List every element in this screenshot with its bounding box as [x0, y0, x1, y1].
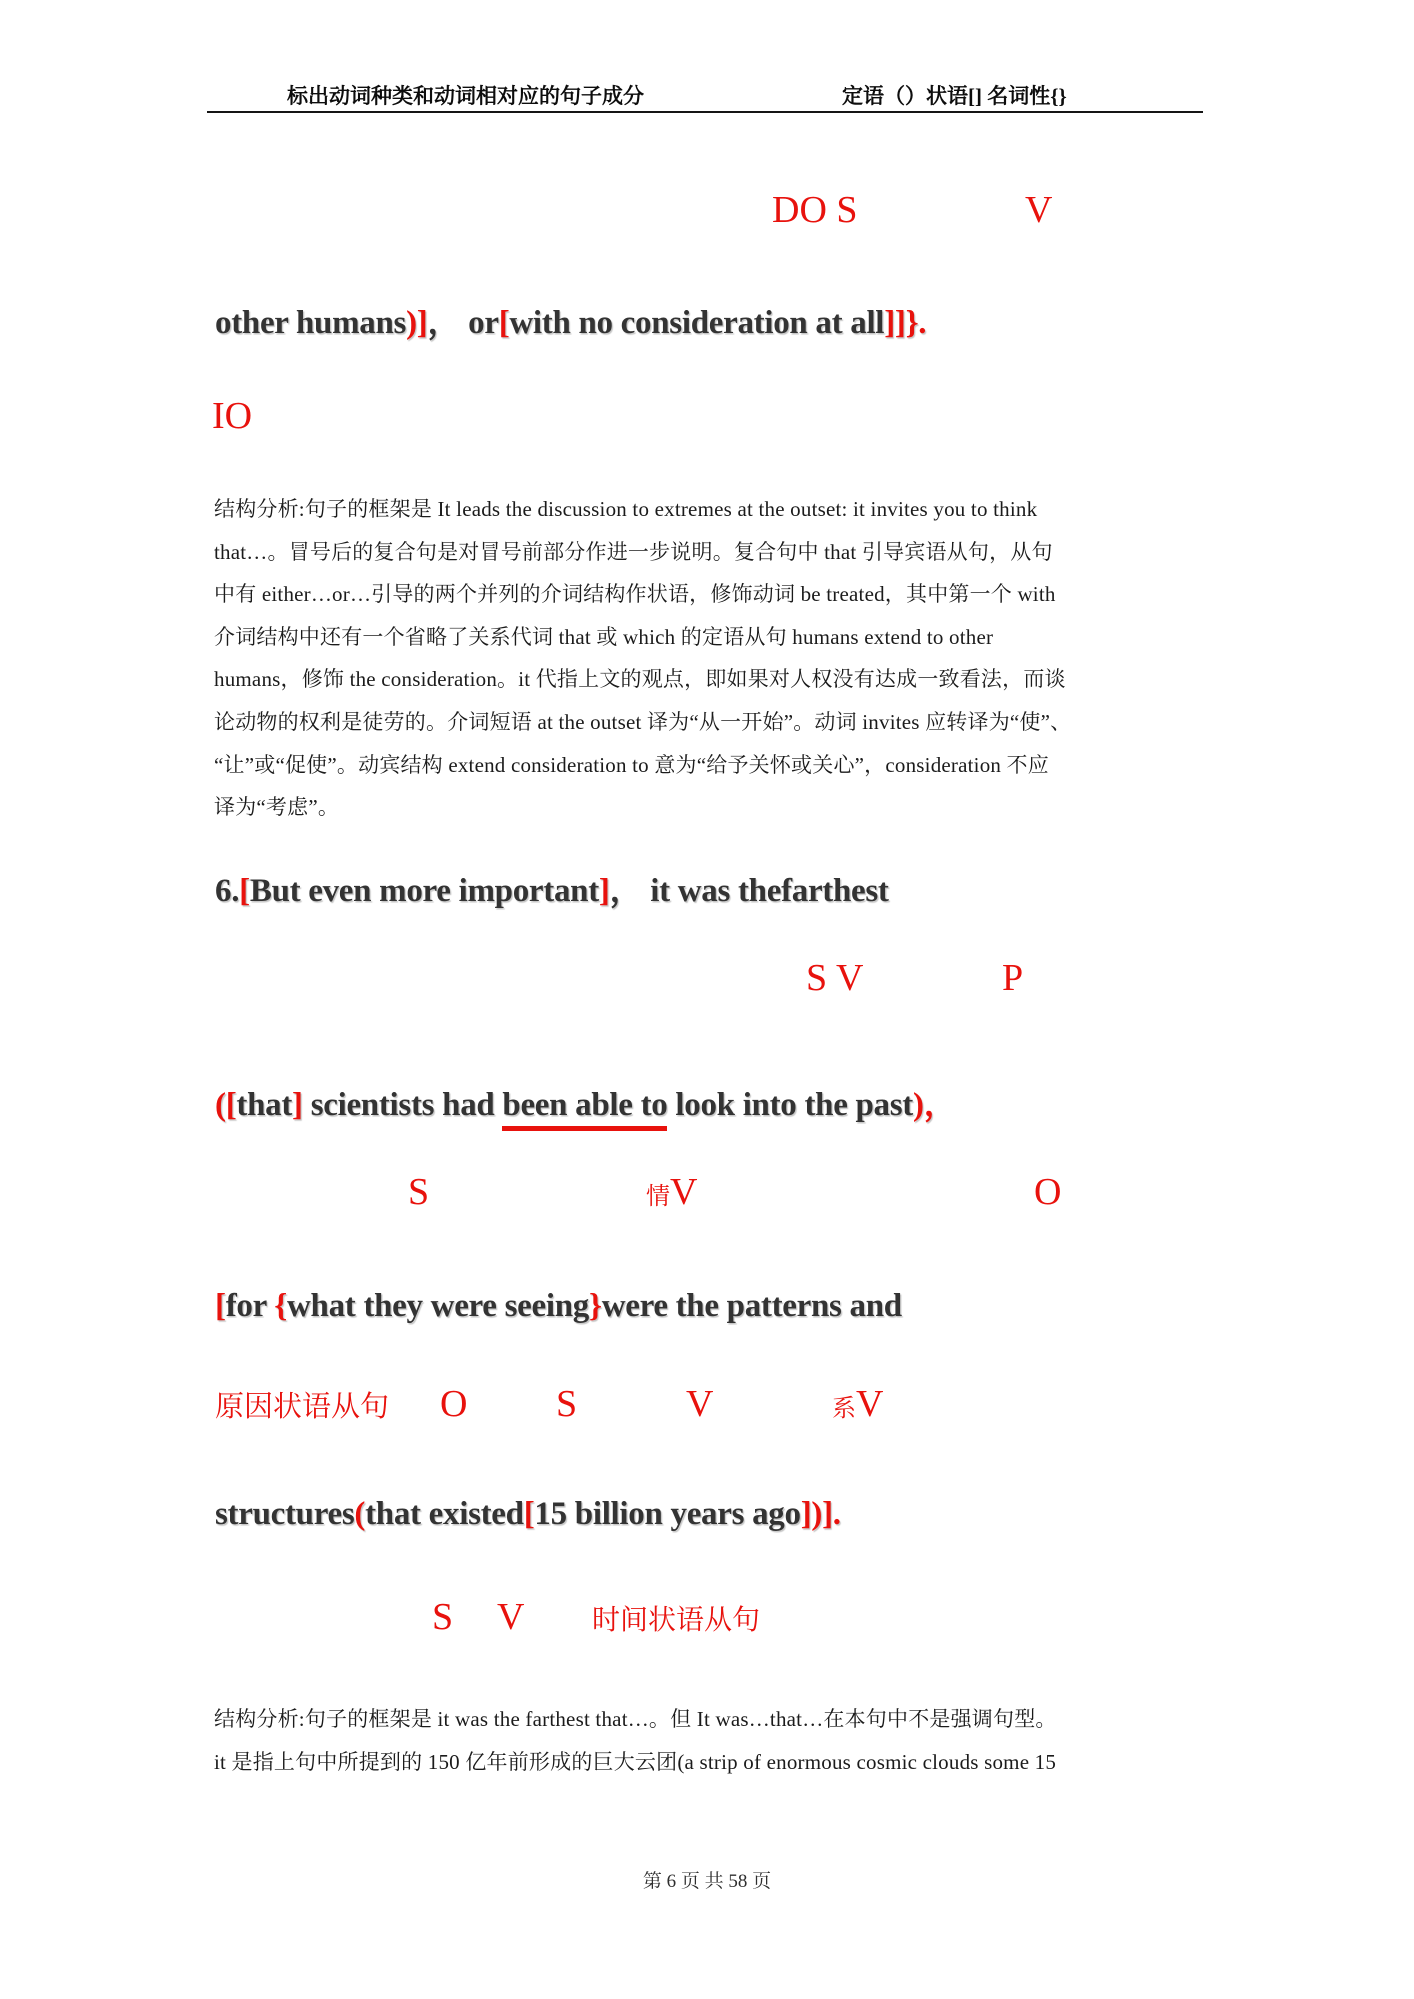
paragraph-line: 介词结构中还有一个省略了关系代词 that 或 which 的定语从句 humans extend to other	[214, 624, 994, 649]
grammar-label-v-1: V	[1025, 189, 1053, 231]
sentence-2-seg: (	[215, 1087, 226, 1123]
header-rule	[207, 111, 1203, 113]
sentence-6-seg: ]	[598, 873, 610, 909]
sentence-2-seg: ，	[923, 1087, 957, 1123]
sentence-6-seg: it was thefarthest	[642, 873, 889, 909]
paragraph-line: that…。冒号后的复合句是对冒号前部分作进一步说明。复合句中 that 引导宾语从句，从句	[214, 539, 1053, 564]
sentence-2-seg: [	[225, 1087, 237, 1123]
analysis-paragraph-2	[214, 1698, 1209, 1783]
sentence-2-seg: look into the past	[667, 1087, 913, 1123]
sentence-4-seg: [	[523, 1496, 535, 1532]
page-number-footer: 第 6 页 共 58 页	[642, 1871, 772, 1892]
sentence-1-seg: .	[918, 305, 927, 341]
paragraph-line: it 是指上句中所提到的 150 亿年前形成的巨大云团(a strip of enormous cosmic clouds some 15	[214, 1749, 1057, 1774]
grammar-label-s-4: S	[432, 1596, 454, 1638]
grammar-label-p: P	[1002, 957, 1024, 999]
sentence-1-seg: )]	[406, 305, 428, 341]
linking-v: V	[856, 1383, 884, 1425]
grammar-label-io: IO	[212, 395, 253, 437]
sentence-1-seg: with no consideration at all	[509, 305, 885, 341]
sentence-4	[215, 1496, 841, 1533]
sentence-1-seg: ，	[427, 305, 461, 341]
modal-marker: 情	[646, 1184, 670, 1210]
sentence-1-seg: [	[498, 305, 510, 341]
sentence-2	[215, 1078, 956, 1125]
sentence-4-seg: structures	[215, 1496, 355, 1532]
sentence-6-seg: But even more important	[249, 873, 599, 909]
grammar-label-s-v: S V	[806, 957, 864, 999]
sentence-3	[215, 1288, 902, 1325]
grammar-label-reason-clause: 原因状语从句	[215, 1391, 390, 1423]
grammar-label-time-clause: 时间状语从句	[592, 1605, 761, 1636]
grammar-label-s-3: S	[556, 1383, 578, 1425]
sentence-2-seg: scientists had	[302, 1087, 503, 1123]
grammar-label-v-3: V	[497, 1596, 525, 1638]
sentence-4-seg: .	[832, 1496, 841, 1532]
paragraph-line: 结构分析:句子的框架是 it was the farthest that…。但 It was…that…在本句中不是强调句型。	[214, 1707, 1057, 1731]
sentence-3-seg: what they were seeing	[287, 1288, 589, 1324]
sentence-6-seg: [	[239, 873, 250, 909]
sentence-2-seg: that	[236, 1087, 293, 1123]
linking-marker: 系	[832, 1396, 856, 1422]
grammar-label-linking-v	[832, 1384, 883, 1426]
modal-v: V	[670, 1171, 698, 1213]
sentence-2-seg: ]	[292, 1087, 303, 1123]
sentence-2-seg: )	[912, 1087, 924, 1123]
sentence-3-seg: }	[588, 1288, 602, 1324]
grammar-label-v-2: V	[686, 1383, 714, 1425]
sentence-4-seg: (	[354, 1496, 366, 1532]
sentence-2-underlined-phrase: been able to	[502, 1087, 667, 1131]
sentence-1-seg: or	[460, 305, 499, 341]
paragraph-line: 中有 either…or…引导的两个并列的介词结构作状语，修饰动词 be treated，其中第一个 with	[214, 582, 1056, 607]
paragraph-line: “让”或“促使”。动宾结构 extend consideration to 意为“给予关怀或关心”，consideration 不应	[214, 752, 1049, 777]
sentence-1-seg: other humans	[215, 305, 407, 341]
paragraph-line: 译为“考虑”。	[214, 795, 340, 820]
sentence-3-seg: for	[225, 1288, 275, 1324]
sentence-3-seg: {	[274, 1288, 288, 1324]
grammar-label-modal-v	[646, 1172, 697, 1214]
sentence-4-seg: that existed	[365, 1496, 524, 1532]
paragraph-line: humans，修饰 the consideration。it 代指上文的观点，即如果对人权没有达成一致看法，而谈	[214, 667, 1066, 692]
analysis-paragraph-1	[214, 488, 1209, 829]
sentence-3-seg: [	[215, 1288, 226, 1324]
sentence-3-seg: were the patterns and	[601, 1288, 902, 1324]
sentence-4-seg: 15 billion years ago	[534, 1496, 801, 1532]
sentence-6-heading	[215, 864, 889, 911]
paragraph-line: 论动物的权利是徒劳的。介词短语 at the outset 译为“从一开始”。动词 invites 应转译为“使”、	[214, 709, 1072, 734]
grammar-label-s-2: S	[408, 1171, 430, 1213]
sentence-1	[215, 296, 926, 343]
grammar-label-o-2: O	[440, 1383, 468, 1425]
grammar-label-do-s: DO S	[772, 189, 858, 231]
header-right-legend: 定语（）状语[] 名词性{}	[842, 84, 1067, 108]
sentence-1-seg: ]]}	[884, 305, 919, 341]
header-left-title: 标出动词种类和动词相对应的句子成分	[287, 84, 644, 108]
grammar-label-o-1: O	[1034, 1171, 1062, 1213]
sentence-6-seg: ，	[609, 873, 643, 909]
sentence-4-seg: ])]	[800, 1496, 833, 1532]
paragraph-line: 结构分析:句子的框架是 It leads the discussion to extremes at the outset: it invites you to think	[214, 497, 1038, 521]
sentence-6-seg: 6.	[215, 873, 240, 909]
